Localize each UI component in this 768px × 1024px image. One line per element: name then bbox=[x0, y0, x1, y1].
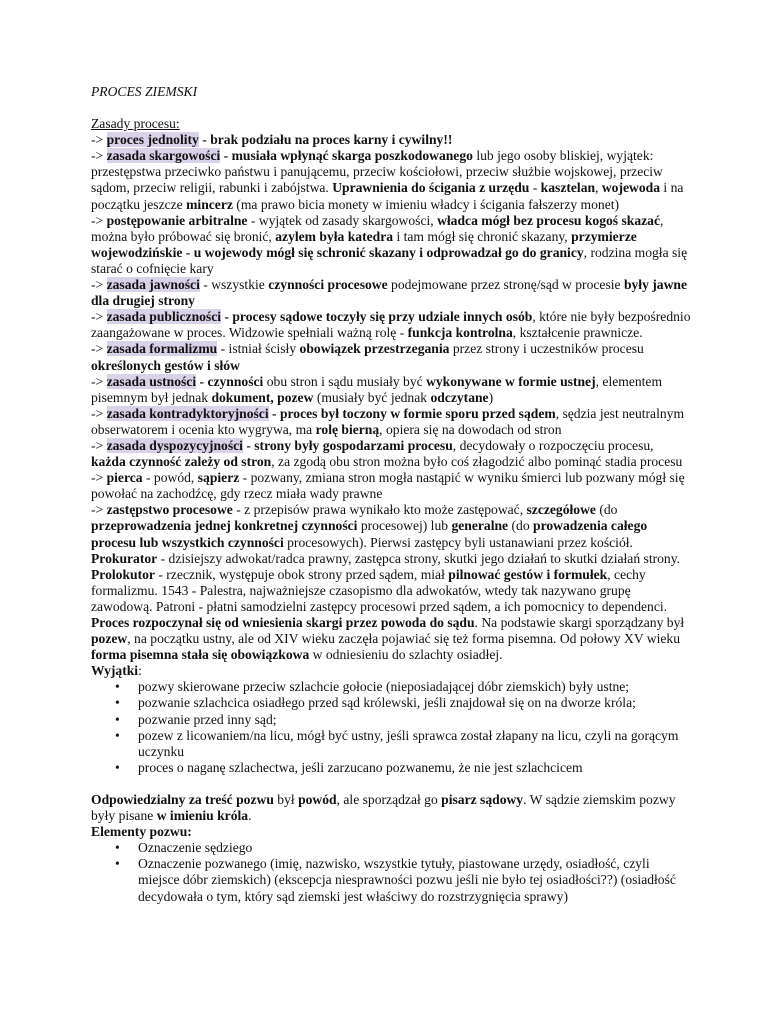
list-item: • pozwanie szlachcica osiadłego przed sąd królewski, jeśli znajdował się on na dworze króla; bbox=[91, 695, 691, 711]
text-run: podejmowane przez stronę/sąd w procesie bbox=[387, 277, 624, 293]
text-run: , opiera się na dowodach od stron bbox=[379, 421, 562, 437]
bold-text: odczytane bbox=[430, 389, 489, 405]
paragraph-zastepstwo bbox=[91, 502, 691, 615]
document-title: PROCES ZIEMSKI bbox=[91, 84, 198, 99]
text-run: -> bbox=[91, 212, 107, 228]
bold-text: Proces rozpoczynał się od wniesienia skargi przez powoda do sądu bbox=[91, 615, 475, 630]
text-run: i na początku jeszcze bbox=[91, 180, 684, 212]
text-run: -> bbox=[91, 132, 107, 148]
bold-text: powód bbox=[298, 791, 337, 807]
bold-text: prowadzenia całego procesu lub wszystkich czynności bbox=[91, 518, 648, 550]
text-run: -> bbox=[91, 277, 107, 293]
section-heading bbox=[91, 116, 691, 132]
bold-text: - bbox=[268, 405, 280, 421]
highlighted-term: zasada ustności bbox=[106, 373, 197, 389]
paragraph-dyspozycyjnosci bbox=[91, 438, 691, 470]
section-heading-text: Zasady procesu: bbox=[91, 116, 180, 132]
text-run: przez strony i uczestników procesu bbox=[449, 341, 644, 357]
bold-text: funkcja kontrolna bbox=[407, 325, 513, 341]
text-run: , można było próbować się bronić, bbox=[91, 212, 664, 244]
bold-text: obowiązek przestrzegania bbox=[299, 341, 450, 357]
list-item: • proces o naganę szlachectwa, jeśli zarzucano pozwanemu, że nie jest szlachcicem bbox=[91, 760, 691, 776]
text-run: - rzecznik, występuje obok strony przed sądem, miał bbox=[154, 566, 449, 582]
bold-text: każda czynność zależy od stron bbox=[91, 454, 272, 470]
highlighted-term: zasada kontradyktoryjności bbox=[106, 405, 269, 421]
wyjatki-colon: : bbox=[138, 663, 142, 679]
text-run: - powód, bbox=[142, 470, 198, 486]
bold-text: w imieniu króla bbox=[156, 808, 249, 824]
text-run: i tam mógł się chronić skazany, bbox=[393, 228, 572, 244]
text-run: obu stron i sądu musiały być bbox=[263, 373, 427, 389]
bold-text: wojewoda bbox=[601, 180, 660, 196]
text-run: , na początku ustny, ale od XIV wieku zaczęła pojawiać się też forma pisemna. Od połowy XV wieku bbox=[127, 631, 681, 647]
text-run: (ma prawo bicia monety w imieniu władcy i ścigania fałszerzy monet) bbox=[232, 196, 620, 212]
paragraph-kontradyktoryjnosci bbox=[91, 406, 691, 438]
text-run: był bbox=[273, 791, 299, 807]
text-run: ) bbox=[488, 389, 494, 405]
list-item: • Oznaczenie pozwanego (imię, nazwisko, wszystkie tytuły, piastowane urzędy, osiadłość, czyli miejsce dóbr ziemskich) (ekscepcja niesprawności pozwu jeśli nie było tej osiadłości??) (osiadłość decydowała o tym, który sąd ziemski jest właściwy do rozstrzygnięcia sprawy) bbox=[91, 856, 691, 904]
text-run: , za zgodą obu stron można było coś złagodzić albo pominąć stadia procesu bbox=[271, 454, 683, 470]
bold-text: były jawne dla drugiej strony bbox=[91, 277, 688, 309]
wyjatki-list bbox=[91, 679, 691, 776]
text-run: . Na podstawie skargi sporządzany był bbox=[474, 615, 685, 630]
text-run: procesowej) lub bbox=[357, 518, 452, 534]
text-run: -> bbox=[91, 309, 107, 325]
bold-text: postępowanie arbitralne bbox=[106, 212, 248, 228]
bold-text: pierca bbox=[106, 470, 143, 486]
text-run: -> bbox=[91, 148, 107, 164]
bold-text: rolę bierną bbox=[315, 421, 380, 437]
elementy-label: Elementy pozwu: bbox=[91, 824, 192, 840]
text-run: , które nie były bezpośrednio zaangażowane w proces. Widzowie spełniali ważną rolę - bbox=[91, 309, 691, 341]
list-item: • Oznaczenie sędziego bbox=[91, 840, 691, 856]
highlighted-term: zasada skargowości bbox=[106, 148, 221, 164]
text-run: , bbox=[595, 180, 602, 196]
text-run: - istniał ścisły bbox=[217, 341, 300, 357]
bold-text: władca mógł bez procesu kogoś skazać bbox=[437, 212, 660, 228]
bold-text: pilnować gestów i formułek bbox=[448, 566, 608, 582]
paragraph-arbitralne bbox=[91, 213, 691, 277]
paragraph-rozpoczynal bbox=[91, 615, 691, 663]
paragraph-jednolity bbox=[91, 132, 691, 148]
text-run: (do bbox=[595, 502, 618, 518]
list-item: • pozwanie przed inny sąd; bbox=[91, 712, 691, 728]
paragraph-formalizmu bbox=[91, 341, 691, 373]
paragraph-skargowosci bbox=[91, 148, 691, 212]
paragraph-ustnosci bbox=[91, 374, 691, 406]
text-run: , elementem pisemnym był jednak bbox=[91, 373, 663, 405]
text-run: , decydowały o rozpoczęciu procesu, bbox=[452, 437, 654, 453]
spacer bbox=[91, 776, 691, 792]
list-item: • pozew z licowaniem/na licu, mógł być ustny, jeśli sprawca został złapany na licu, czyli na gorącym uczynku bbox=[91, 728, 691, 760]
text-run: , kształcenie prawnicze. bbox=[512, 325, 643, 341]
bold-text: musiała wpłynąć skarga poszkodowanego bbox=[231, 148, 473, 164]
bold-text: procesy sądowe toczyły się przy udziale innych osób bbox=[232, 309, 533, 325]
bold-text: - bbox=[220, 148, 232, 164]
text-run: -> bbox=[91, 405, 107, 421]
text-run: -> bbox=[91, 373, 107, 389]
bold-text: strony były gospodarzami procesu bbox=[254, 437, 453, 453]
bold-text: proces był toczony w formie sporu przed sądem bbox=[279, 405, 556, 421]
text-run: . W sądzie ziemskim pozwy były pisane bbox=[91, 791, 676, 824]
elementy-heading bbox=[91, 824, 691, 840]
bold-text: forma pisemna stała się obowiązkowa bbox=[91, 647, 310, 663]
bold-text: Prolokutor bbox=[91, 566, 155, 582]
text-run: , cechy formalizmu. 1543 - Palestra, najważniejsze czasopismo dla adwokatów, wtedy tak nazywano grupę zawodową. Patroni - płatni samodzielni zastępcy procesowi przed sądem, a ich pomocnicy to dependenci. bbox=[91, 566, 668, 614]
bold-text: szczegółowe bbox=[526, 502, 596, 518]
bold-text: przymierze wojewodzińskie - u wojewody mógł się schronić skazany i odprowadzał go do granicy bbox=[91, 228, 637, 260]
highlighted-term: zasada dyspozycyjności bbox=[106, 437, 243, 453]
text-run: - wyjątek od zasady skargowości, bbox=[247, 212, 438, 228]
bold-text: sąpierz bbox=[197, 470, 240, 486]
text-run: - dzisiejszy adwokat/radca prawny, zastępca strony, skutki jego działań to skutki działań strony. bbox=[157, 550, 681, 566]
text-run: -> bbox=[91, 341, 107, 357]
text-run: - bbox=[529, 180, 541, 196]
text-run: , rodzina mogła się starać o cofnięcie kary bbox=[91, 244, 688, 276]
bold-text: czynności procesowe bbox=[268, 277, 388, 293]
bold-text: pozew bbox=[91, 631, 128, 647]
highlighted-term: zasada publiczności bbox=[106, 309, 222, 325]
bold-text: generalne bbox=[451, 518, 509, 534]
text-run: w odniesieniu do szlachty osiadłej. bbox=[309, 647, 503, 663]
bold-text: brak podziału na proces karny i cywilny!! bbox=[210, 132, 453, 148]
bold-text: mincerz bbox=[186, 196, 233, 212]
text-run: -> bbox=[91, 502, 107, 518]
paragraph-odpowiedzialny bbox=[91, 792, 691, 824]
bold-text: - bbox=[242, 437, 255, 453]
elementy-list bbox=[91, 840, 691, 904]
bold-text: pisarz sądowy bbox=[441, 791, 524, 807]
text-run: lub jego osoby bliskiej, wyjątek: przestępstwa przeciwko państwu i panującemu, przeciw kościołowi, przeciw służbie wojskowej, przeciw sądom, przeciw religii, rabunki i zabójstwa. bbox=[91, 148, 663, 196]
bold-text: dokument, pozew bbox=[211, 389, 314, 405]
bold-text: Odpowiedzialny za treść pozwu bbox=[91, 791, 274, 807]
document-body bbox=[91, 84, 691, 905]
text-run: -> bbox=[91, 437, 107, 453]
text-run: -> bbox=[91, 470, 107, 486]
text-run: . bbox=[248, 808, 252, 824]
bold-text: zastępstwo procesowe bbox=[106, 502, 233, 518]
wyjatki-label: Wyjątki bbox=[91, 663, 139, 679]
highlighted-term: proces jednolity bbox=[106, 132, 199, 148]
text-run: (musiały być jednak bbox=[313, 389, 431, 405]
paragraph-pierca bbox=[91, 470, 691, 502]
bold-text: azylem była katedra bbox=[275, 228, 394, 244]
text-run: , sędzia jest neutralnym obserwatorem i ocenia kto wygrywa, ma bbox=[91, 405, 685, 437]
text-run: - z przepisów prawa wynikało kto może zastępować, bbox=[232, 502, 527, 518]
highlighted-term: zasada formalizmu bbox=[106, 341, 218, 357]
text-run: (do bbox=[508, 518, 534, 534]
paragraph-publicznosci bbox=[91, 309, 691, 341]
bold-text: określonych gestów i słów bbox=[91, 357, 240, 373]
highlighted-term: zasada jawności bbox=[106, 277, 200, 293]
bold-text: Uprawnienia do ścigania z urzędu bbox=[332, 180, 530, 196]
text-run: - pozwany, zmiana stron mogła nastąpić w wyniku śmierci lub pozwany mógł się powołać na zachodźcę, gdy rzecz miała wady prawne bbox=[91, 470, 685, 502]
list-item: • pozwy skierowane przeciw szlachcie gołocie (nieposiadającej dóbr ziemskich) były ustne; bbox=[91, 679, 691, 695]
bold-text: przeprowadzenia jednej konkretnej czynności bbox=[91, 518, 358, 534]
bold-text: - bbox=[221, 309, 233, 325]
text-run: , ale sporządzał go bbox=[336, 791, 442, 807]
bold-text: - bbox=[198, 132, 211, 148]
wyjatki-heading bbox=[91, 663, 691, 679]
text-run: procesowych). Pierwsi zastępcy byli ustanawiani przez kościół. bbox=[283, 534, 633, 550]
bold-text: wykonywane w formie ustnej bbox=[426, 373, 596, 389]
paragraph-jawnosci bbox=[91, 277, 691, 309]
bold-text: - bbox=[196, 373, 208, 389]
bold-text: czynności bbox=[207, 373, 264, 389]
text-run: - wszystkie bbox=[199, 277, 269, 293]
bold-text: Prokurator bbox=[91, 550, 158, 566]
bold-text: kasztelan bbox=[540, 180, 596, 196]
